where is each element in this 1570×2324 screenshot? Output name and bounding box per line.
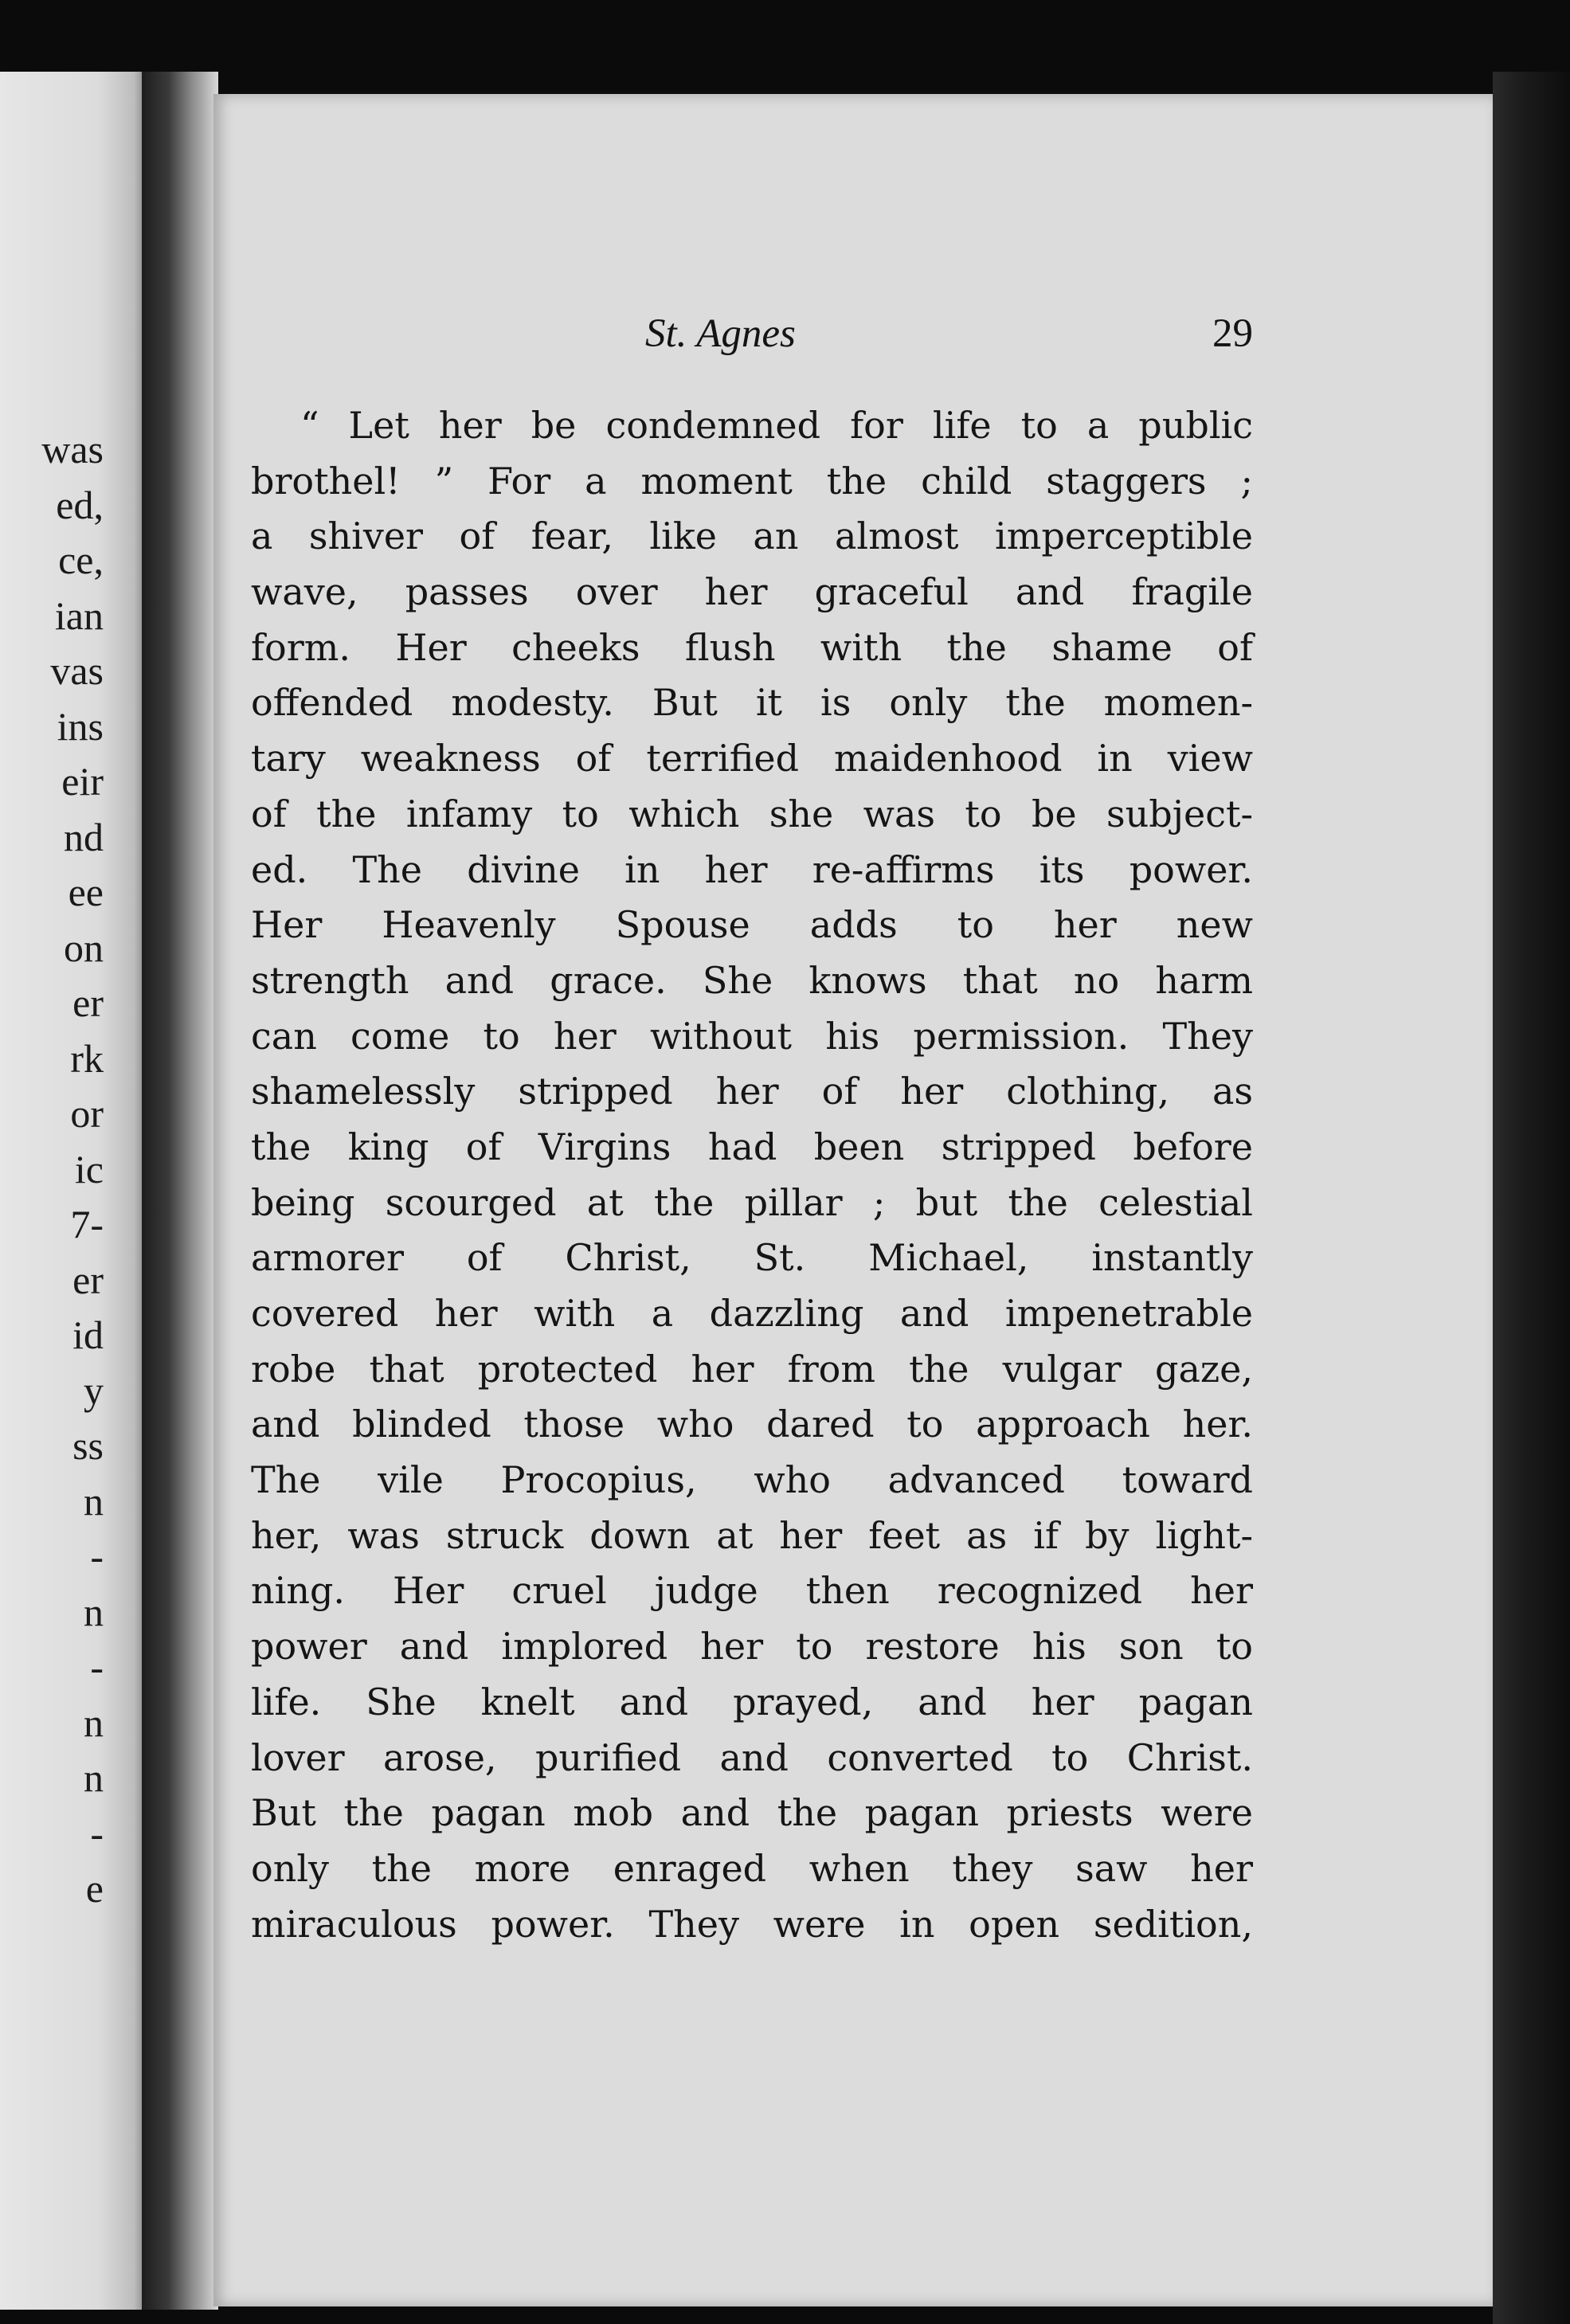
facing-page-line: er <box>72 1257 104 1302</box>
text-line: strength and grace. She knows that no harm <box>251 958 1253 1002</box>
text-line: wave, passes over her graceful and fragile <box>251 570 1253 614</box>
text-line: form. Her cheeks flush with the shame of <box>251 625 1253 669</box>
page-header <box>251 311 1253 368</box>
page-number: 29 <box>1212 311 1253 356</box>
facing-page-line: nd <box>64 814 104 859</box>
facing-page-line: ed, <box>56 482 104 527</box>
facing-page-line: - <box>90 1645 104 1689</box>
facing-page-line: n <box>84 1700 104 1745</box>
text-line: her, was struck down at her feet as if by light- <box>251 1513 1253 1557</box>
facing-page-line: or <box>70 1091 104 1136</box>
facing-page-text <box>0 422 104 1917</box>
facing-page-line: ins <box>57 703 104 749</box>
facing-page-line: ce, <box>58 538 104 582</box>
text-line: ning. Her cruel judge then recognized her <box>251 1569 1253 1613</box>
facing-page-line: ian <box>54 593 104 638</box>
book-gutter <box>142 72 218 2310</box>
text-line: “ Let her be condemned for life to a public <box>300 404 1253 447</box>
text-line: lover arose, purified and converted to Christ. <box>251 1735 1253 1779</box>
facing-page <box>0 72 163 2310</box>
text-line: offended modesty. But it is only the momen- <box>251 681 1253 725</box>
facing-page-line: y <box>84 1367 104 1413</box>
facing-page-line: eir <box>61 759 104 804</box>
facing-page-line: was <box>41 427 104 471</box>
running-title: St. Agnes <box>645 311 796 356</box>
facing-page-line: 7- <box>70 1202 104 1246</box>
facing-page-line: ee <box>68 870 104 914</box>
facing-page-line: ss <box>72 1423 104 1468</box>
facing-page-line: ic <box>74 1146 104 1191</box>
text-line: being scourged at the pillar ; but the celestial <box>251 1180 1253 1224</box>
text-line: tary weakness of terrified maidenhood in view <box>251 737 1253 781</box>
text-line: the king of Virgins had been stripped before <box>251 1125 1253 1168</box>
facing-page-line: n <box>84 1755 104 1800</box>
text-line: Her Heavenly Spouse adds to her new <box>251 903 1253 947</box>
page-body-text <box>251 398 1253 1952</box>
facing-page-line: - <box>90 1810 104 1856</box>
text-line: life. She knelt and prayed, and her pagan <box>251 1680 1253 1723</box>
text-line: of the infamy to which she was to be subject- <box>251 792 1253 835</box>
text-line: only the more enraged when they saw her <box>251 1846 1253 1890</box>
facing-page-line: - <box>90 1534 104 1579</box>
text-line: can come to her without his permission. They <box>251 1014 1253 1058</box>
facing-page-line: e <box>85 1866 104 1911</box>
facing-page-line: n <box>84 1478 104 1524</box>
text-line: covered her with a dazzling and impenetrable <box>251 1292 1253 1335</box>
facing-page-line: id <box>72 1313 104 1357</box>
text-line: armorer of Christ, St. Michael, instantly <box>251 1236 1253 1280</box>
text-line: shamelessly stripped her of her clothing, as <box>251 1070 1253 1113</box>
facing-page-line: vas <box>50 648 104 693</box>
facing-page-line: on <box>64 925 104 970</box>
facing-page-line: er <box>72 980 104 1025</box>
text-line: a shiver of fear, like an almost imperceptible <box>251 514 1253 558</box>
text-line: But the pagan mob and the pagan priests were <box>251 1791 1253 1835</box>
text-line: The vile Procopius, who advanced toward <box>251 1458 1253 1502</box>
text-line: robe that protected her from the vulgar gaze, <box>251 1347 1253 1391</box>
text-line: power and implored her to restore his son to <box>251 1625 1253 1669</box>
facing-page-line: n <box>84 1589 104 1634</box>
book-spine-edge <box>1493 72 1570 2324</box>
text-line: miraculous power. They were in open sedition, <box>251 1902 1253 1946</box>
text-line: brothel! ” For a moment the child staggers ; <box>251 459 1253 503</box>
text-line: ed. The divine in her re-affirms its power. <box>251 847 1253 891</box>
facing-page-line: rk <box>70 1035 104 1081</box>
text-line: and blinded those who dared to approach her. <box>251 1403 1253 1446</box>
